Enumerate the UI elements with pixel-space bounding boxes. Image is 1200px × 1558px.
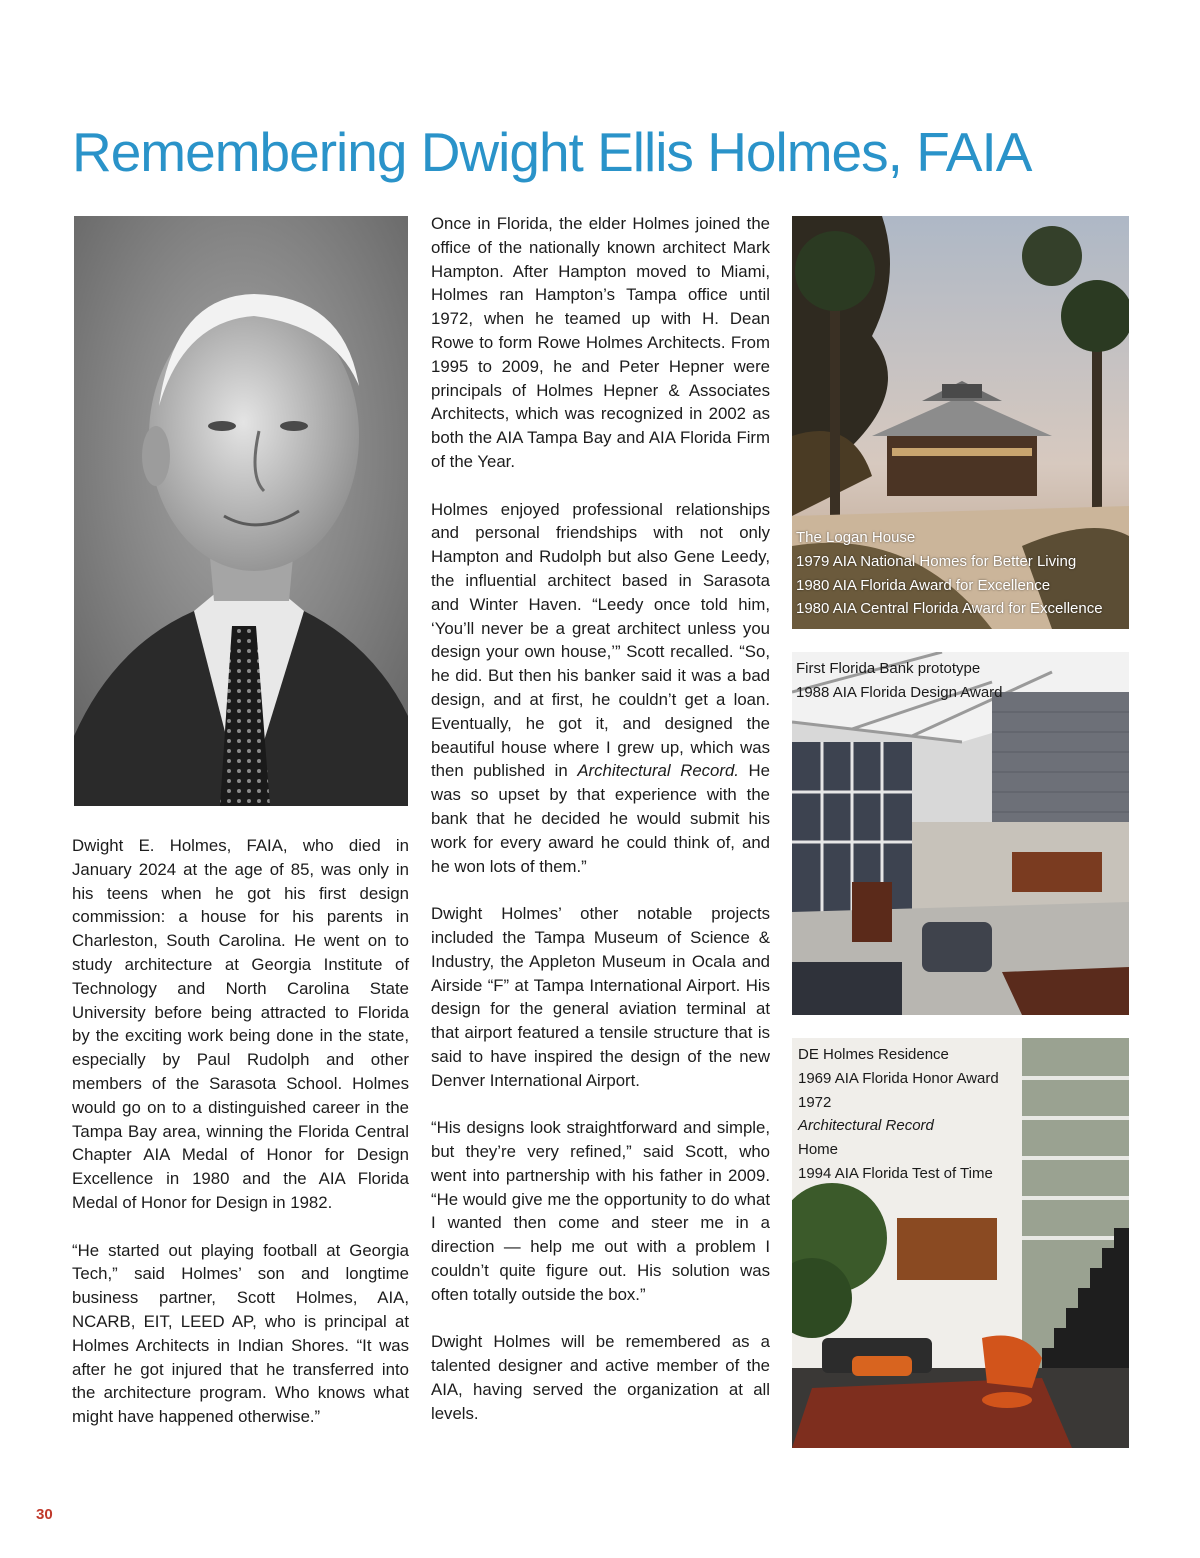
logan-house-caption xyxy=(796,526,1103,621)
caption-line: DE Holmes Residence xyxy=(798,1046,949,1063)
paragraph-text: Holmes enjoyed professional relationships and personal friendships with not only Hampton and Rudolph but also Gene Leedy, the influential architect based in Sarasota and Winter Haven. “Leedy once told him, ‘You’ll never be a great architect unless you design your own house,’” Scott recalled. “So, he did. But then his banker said it was a bad design, and at first, he couldn’t get a loan. Eventually, he got it, and designed the beautiful house where I grew up, which was then published in xyxy=(431,499,770,781)
paragraph xyxy=(431,498,770,879)
caption-line: 1988 AIA Florida Design Award xyxy=(796,683,1003,701)
portrait-photo xyxy=(74,216,408,806)
article-title: Remembering Dwight Ellis Holmes, FAIA xyxy=(72,121,1032,183)
page-number: 30 xyxy=(36,1506,53,1523)
publication-name: Architectural Record. xyxy=(577,761,739,781)
logan-house-photo xyxy=(792,216,1129,629)
first-florida-bank-photo xyxy=(792,652,1129,1015)
paragraph: Dwight Holmes will be remembered as a talented designer and active member of the AIA, having served the organization at all levels. xyxy=(431,1332,770,1423)
paragraph-text: He was so upset by that experience with the bank that he decided he would submit his work for every award he could think of, and he won lots of them.” xyxy=(431,761,771,876)
caption-text: 1972 xyxy=(798,1093,832,1111)
caption-line: 1979 AIA National Homes for Better Living xyxy=(796,552,1077,570)
holmes-residence-photo xyxy=(792,1038,1129,1448)
residence-caption xyxy=(798,1043,999,1186)
publication-name: Architectural Record xyxy=(798,1117,934,1135)
caption-line: 1994 AIA Florida Test of Time xyxy=(798,1164,993,1182)
paragraph: Once in Florida, the elder Holmes joined the office of the nationally known architect Mark Hampton. After Hampton moved to Miami, Holmes ran Hampton’s Tampa office until 1972, when he teamed up with H. Dean Rowe to form Rowe Holmes Architects. From 1995 to 2009, he and Peter Hepner were principals of Holmes Hepner & Associates Architects, which was recognized in 2002 as both the AIA Tampa Bay and AIA Florida Firm of the Year. xyxy=(431,214,770,471)
middle-column xyxy=(431,212,770,1426)
caption-line xyxy=(798,1091,999,1162)
caption-text: Home xyxy=(798,1141,839,1159)
caption-line: 1980 AIA Florida Award for Excellence xyxy=(796,576,1051,594)
caption-line: 1980 AIA Central Florida Award for Excellence xyxy=(796,600,1103,618)
caption-line: 1969 AIA Florida Honor Award xyxy=(798,1069,999,1087)
paragraph: “His designs look straightforward and simple, but they’re very refined,” said Scott, who went into partnership with his father in 2009. “He would give me the opportunity to do what I wanted then come and steer me in a direction — help me out with a problem I couldn’t quite figure out. His solution was often totally outside the box.” xyxy=(431,1118,770,1304)
bank-caption xyxy=(796,657,1003,705)
paragraph: “He started out playing football at Georgia Tech,” said Holmes’ son and longtime business partner, Scott Holmes, AIA, NCARB, EIT, LEED AP, who is principal at Holmes Architects in Indian Shores. “It was after he got injured that he transferred into the architecture program. Who knows what might have happened otherwise.” xyxy=(72,1240,409,1427)
paragraph: Dwight Holmes’ other notable projects included the Tampa Museum of Science & Industry, the Appleton Museum in Ocala and Airside “F” at Tampa International Airport. His design for the general aviation terminal at that airport featured a tensile structure that is said to have inspired the design of the new Denver International Airport. xyxy=(431,904,770,1090)
caption-line: The Logan House xyxy=(796,529,916,546)
left-column xyxy=(72,834,409,1429)
paragraph: Dwight E. Holmes, FAIA, who died in January 2024 at the age of 85, was only in his teens when he got his first design commission: a house for his parents in Charleston, South Carolina. He went on to study architecture at Georgia Institute of Technology and North Carolina State University before being attracted to Florida by the exciting work being done in the state, especially by Paul Rudolph and other members of the Sarasota School. Holmes would go on to a distinguished career in the Tampa Bay area, winning the Florida Central Chapter AIA Medal of Honor for Design Excellence in 1980 and the AIA Florida Medal of Honor for Design in 1982. xyxy=(72,836,409,1212)
caption-line: First Florida Bank prototype xyxy=(796,660,981,677)
